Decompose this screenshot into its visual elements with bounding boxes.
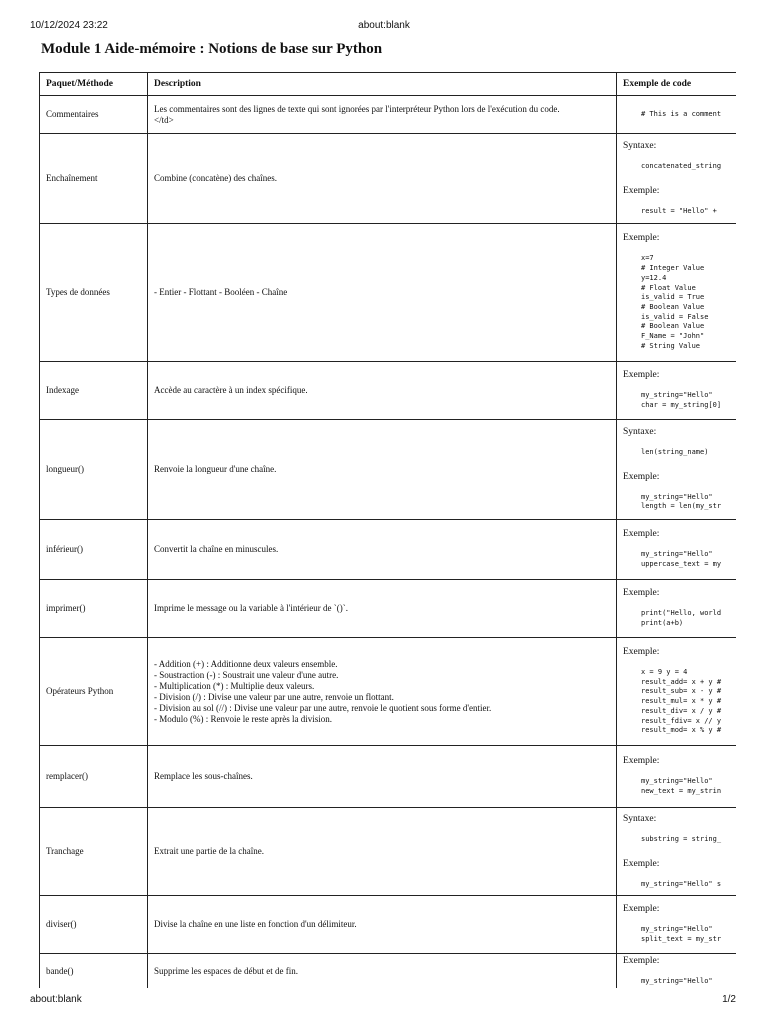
row-code-example [617, 224, 737, 362]
code-label: Syntaxe: [623, 813, 657, 824]
row-code-example [617, 134, 737, 224]
description-line: Divise la chaîne en une liste en fonction d'un délimiteur. [154, 919, 357, 929]
print-header [0, 20, 768, 34]
table-row [40, 808, 737, 896]
table-row [40, 954, 737, 989]
description-line: Accède au caractère à un index spécifique. [154, 385, 308, 395]
code-label: Exemple: [623, 858, 660, 869]
code-snippet: x=7 # Integer Value y=12.4 # Float Value is_valid = True # Boolean Value is_valid = False # Boolean Value F_Name = "John" # String Value [641, 254, 709, 350]
table-row [40, 420, 737, 520]
cheat-sheet-container [39, 72, 736, 988]
code-label: Exemple: [623, 904, 660, 915]
row-description [148, 954, 617, 989]
code-label: Exemple: [623, 588, 660, 599]
cheat-sheet-table [39, 72, 736, 988]
description-line: Supprime les espaces de début et de fin. [154, 966, 298, 976]
row-code-example [617, 896, 737, 954]
table-header-row [40, 73, 737, 96]
table-row [40, 520, 737, 580]
code-snippet: x = 9 y = 4 result_add= x + y # result_sub= x - y # result_mul= x * y # result_div= x / y # result_fdiv= x // y result_mod= x % y # [641, 668, 722, 735]
description-line: Extrait une partie de la chaîne. [154, 846, 264, 856]
description-line: Renvoie la longueur d'une chaîne. [154, 464, 277, 474]
row-method-name: bande() [40, 954, 148, 989]
description-line: Les commentaires sont des lignes de texte qui sont ignorées par l'interpréteur Python lors de l'exécution du code. [154, 103, 560, 114]
row-code-example [617, 520, 737, 580]
header-code-example: Exemple de code [617, 73, 737, 96]
description-line: </td> [154, 114, 174, 125]
table-row [40, 746, 737, 808]
table-row [40, 224, 737, 362]
print-footer [0, 994, 768, 1008]
row-method-name: Opérateurs Python [40, 638, 148, 746]
code-snippet: substring = string_ [641, 834, 722, 843]
code-label: Exemple: [623, 529, 660, 540]
code-snippet: my_string="Hello" char = my_string[0] [641, 391, 722, 409]
code-snippet: my_string="Hello" split_text = my_str [641, 925, 722, 943]
print-datetime: 10/12/2024 23:22 [30, 20, 108, 31]
row-description [148, 896, 617, 954]
row-method-name: inférieur() [40, 520, 148, 580]
row-method-name: Indexage [40, 362, 148, 420]
description-line: - Modulo (%) : Renvoie le reste après la division. [154, 713, 332, 724]
code-label: Exemple: [623, 370, 660, 381]
code-snippet: result = "Hello" + [641, 206, 717, 215]
row-description [148, 746, 617, 808]
row-method-name: Tranchage [40, 808, 148, 896]
description-line: Combine (concatène) des chaînes. [154, 173, 277, 183]
row-description [148, 224, 617, 362]
row-method-name: diviser() [40, 896, 148, 954]
code-snippet: my_string="Hello" uppercase_text = my [641, 550, 722, 568]
table-row [40, 580, 737, 638]
code-label: Exemple: [623, 756, 660, 767]
table-row [40, 96, 737, 134]
row-description [148, 96, 617, 134]
table-row [40, 134, 737, 224]
description-line: - Entier - Flottant - Booléen - Chaîne [154, 287, 288, 297]
row-description [148, 520, 617, 580]
print-url: about:blank [358, 20, 410, 31]
description-line: - Division (/) : Divise une valeur par une autre, renvoie un flottant. [154, 691, 394, 702]
code-snippet: print("Hello, world print(a+b) [641, 609, 722, 627]
header-description: Description [148, 73, 617, 96]
table-row [40, 362, 737, 420]
row-code-example [617, 954, 737, 989]
code-label: Syntaxe: [623, 140, 657, 151]
code-snippet: concatenated_string [641, 161, 722, 170]
code-snippet: my_string="Hello" new_text = my_strin [641, 777, 722, 795]
row-code-example [617, 96, 737, 134]
description-line: - Multiplication (*) : Multiplie deux valeurs. [154, 680, 315, 691]
code-label: Syntaxe: [623, 426, 657, 437]
code-label: Exemple: [623, 956, 660, 967]
header-package-method: Paquet/Méthode [40, 73, 148, 96]
description-line: - Addition (+) : Additionne deux valeurs ensemble. [154, 658, 338, 669]
table-row [40, 896, 737, 954]
code-snippet: # This is a comment [641, 109, 722, 118]
row-code-example [617, 638, 737, 746]
row-method-name: longueur() [40, 420, 148, 520]
row-description [148, 580, 617, 638]
row-description [148, 420, 617, 520]
row-code-example [617, 808, 737, 896]
code-snippet: len(string_name) [641, 447, 709, 456]
footer-url: about:blank [30, 994, 82, 1005]
row-method-name: imprimer() [40, 580, 148, 638]
code-label: Exemple: [623, 471, 660, 482]
row-method-name: Enchaînement [40, 134, 148, 224]
code-label: Exemple: [623, 233, 660, 244]
description-line: - Division au sol (//) : Divise une valeur par une autre, renvoie le quotient sous forme d'entier. [154, 702, 492, 713]
description-line: Remplace les sous-chaînes. [154, 771, 253, 781]
code-snippet: my_string="Hello" s [641, 879, 722, 888]
row-code-example [617, 362, 737, 420]
code-snippet: my_string="Hello" length = len(my_str [641, 492, 722, 511]
row-description [148, 362, 617, 420]
row-description [148, 638, 617, 746]
page-title: Module 1 Aide-mémoire : Notions de base sur Python [41, 41, 383, 57]
description-line: - Soustraction (-) : Soustrait une valeur d'une autre. [154, 669, 339, 680]
row-method-name: Types de données [40, 224, 148, 362]
row-method-name: remplacer() [40, 746, 148, 808]
code-label: Exemple: [623, 647, 660, 658]
row-code-example [617, 746, 737, 808]
page-number: 1/2 [722, 994, 736, 1005]
row-description [148, 134, 617, 224]
code-label: Exemple: [623, 185, 660, 196]
row-description [148, 808, 617, 896]
description-line: Convertit la chaîne en minuscules. [154, 544, 279, 554]
row-method-name: Commentaires [40, 96, 148, 134]
row-code-example [617, 580, 737, 638]
row-code-example [617, 420, 737, 520]
table-row [40, 638, 737, 746]
code-snippet: my_string="Hello" [641, 977, 713, 986]
description-line: Imprime le message ou la variable à l'intérieur de `()`. [154, 603, 349, 613]
